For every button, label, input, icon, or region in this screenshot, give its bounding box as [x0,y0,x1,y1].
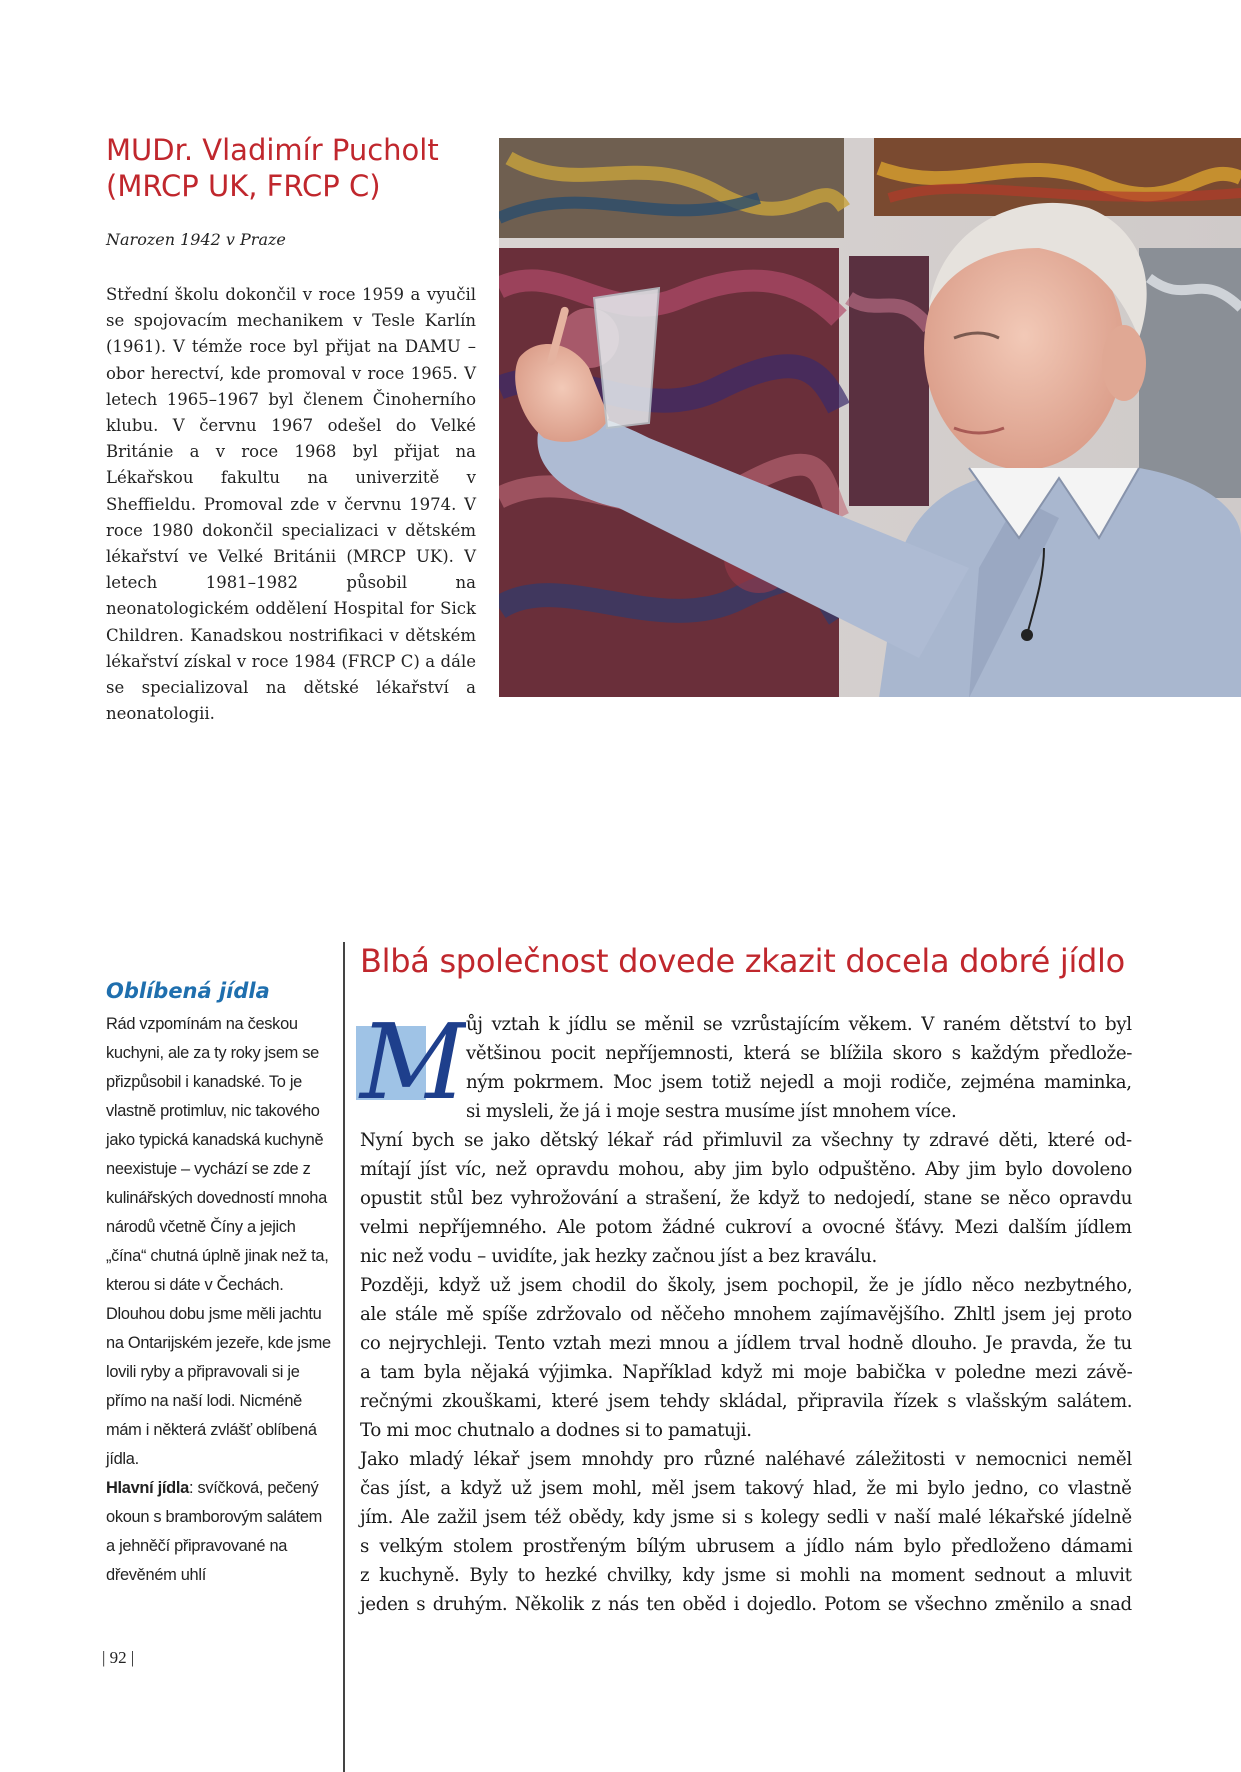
article-line: Nyní bych se jako dětský lékař rád přimluvil za všechny ty zdravé děti, které od- [360,1130,1132,1151]
portrait-illustration [499,138,1241,697]
sidebar-paragraph [106,1474,332,1590]
article-line: ným pokrmem. Moc jsem totiž nejedl a moji rodiče, zejména maminka, [466,1072,1132,1093]
article-line: jeden s druhým. Několik z nás ten oběd i dojedlo. Potom se všechno změnilo a snad [360,1594,1132,1615]
article-line: rečnými zkouškami, které jsem tehdy skládal, připravila řízek s vlašským salátem. [360,1391,1133,1412]
page-number: | 92 | [102,1648,135,1667]
portrait-photo [499,138,1241,697]
article-line: si mysleli, že já i moje sestra musíme jíst mnohem více. [466,1101,957,1122]
article-line: z kuchyně. Byly to hezké chvilky, kdy jsme si mohli na moment sednout a mluvit [360,1565,1132,1586]
profile-name-line1: MUDr. Vladimír Pucholt [106,133,439,167]
main-dishes-label: Hlavní jídla [106,1479,189,1497]
column-divider [343,942,345,1772]
article-line: mítají jíst víc, než opravdu mohou, aby jim bylo odpuštěno. Aby jim bylo dovoleno [360,1159,1132,1180]
article-line: Jako mladý lékař jsem mnohdy pro různé naléhavé záležitosti v nemocnici neměl [360,1449,1132,1470]
drop-cap-letter: M [360,1001,466,1110]
biography-text: Střední školu dokončil v roce 1959 a vyučil se spojovacím mechanikem v Tesle Karlín (1961). V témže roce byl přijat na DAMU – obor herectví, kde promoval v roce 1965. V letech 1965–1967 byl členem Činoherního klubu. V červnu 1967 odešel do Velké Británie a v roce 1968 byl přijat na Lékařskou fakultu na univerzitě v Sheffieldu. Promoval zde v červnu 1974. V roce 1980 dokončil specializaci v dětském lékařství ve Velké Británii (MRCP UK). V letech 1981–1982 působil na neonatologickém oddělení Hospital for Sick Children. Kanadskou nostrifikaci v dětském lékařství získal v roce 1984 (FRCP C) a dále se specializoval na dětské lékařství a neonatologii. [106,285,476,724]
article-line: velmi nepříjemného. Ale potom žádné cukroví a ovocné šťávy. Mezi dalším jídlem [360,1217,1132,1238]
article-line: s velkým stolem prostřeným bílým ubrusem a jídlo nám bylo předloženo dámami [360,1536,1133,1557]
article-line: To mi moc chutnalo a dodnes si to pamatuji. [360,1420,752,1441]
profile-credentials: (MRCP UK, FRCP C) [106,169,381,203]
article-line: nic než vodu – uvidíte, jak hezky začnou jíst a bez kraválu. [360,1246,877,1267]
article-line: ale stále mě spíše zdržovalo od něčeho mnohem zajímavějšího. Zhltl jsem jej proto [360,1304,1132,1325]
drop-cap [354,1000,466,1110]
article-line: čas jíst, a když už jsem mohl, měl jsem takový hlad, že mi bylo jedno, co vlastně [360,1478,1132,1499]
article-line: a tam byla nějaká výjimka. Například když mi moje babička v poledne mezi závě- [360,1362,1133,1383]
article-line: opustit stůl bez vyhrožování a strašení, že když to nedojedí, stane se něco opravdu [360,1188,1133,1209]
article-line: jím. Ale zažil jsem též obědy, kdy jsme si s kolegy sedli v naší malé lékařské jídelně [360,1507,1132,1528]
main-dishes-text: : svíčková, pečený okoun s bramborovým salátem a jehněčí připravované na dřevěném uhlí [106,1479,322,1584]
sidebar-paragraph: Rád vzpomínám na českou kuchyni, ale za ty roky jsem se přizpůsobil i kanadské. To je vlastně protimluv, nic takového jako typická kanadská kuchyně neexistuje – vychází se zde z kulinářských dovedností mnoha národů včetně Číny a jejich „čína“ chutná úplně jinak než ta, kterou si dáte v Čechách. [106,1015,329,1294]
article-line: co nejrychleji. Tento vztah mezi mnou a jídlem trval hodně dlouho. Je pravda, že tu [360,1333,1132,1354]
sidebar-body [106,1010,332,1590]
article-line: ůj vztah k jídlu se měnil se vzrůstajícím věkem. V raném dětství to byl [466,1014,1132,1035]
profile-name [106,132,486,204]
sidebar-title: Oblíbená jídla [106,979,270,1003]
birth-info: Narozen 1942 v Praze [106,230,286,249]
article-title: Blbá společnost dovede zkazit docela dobré jídlo [360,942,1125,980]
sidebar-paragraph: Dlouhou dobu jsme měli jachtu na Ontarijském jezeře, kde jsme lovili ryby a připravovali si je přímo na naší lodi. Nicméně mám i některá zvlášť oblíbená jídla. [106,1305,331,1468]
article-line: většinou pocit nepříjemnosti, která se blížila skoro s každým předlože- [466,1043,1133,1064]
article-line: Později, když už jsem chodil do školy, jsem pochopil, že je jídlo něco nezbytného, [360,1275,1133,1296]
